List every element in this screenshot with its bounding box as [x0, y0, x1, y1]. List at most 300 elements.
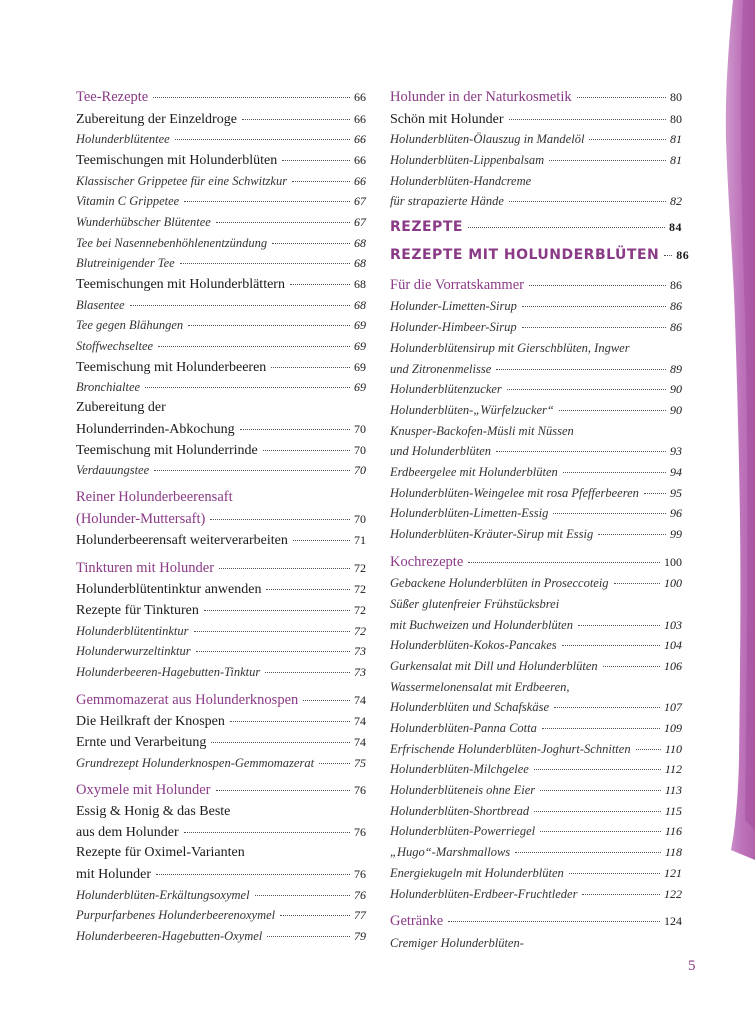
toc-entry-title: Holunderblüten-Powerriegel: [390, 824, 536, 839]
toc-page-number: 95: [670, 485, 682, 500]
toc-page-number: 74: [354, 714, 366, 729]
toc-entry-title: Die Heilkraft der Knospen: [76, 714, 225, 730]
toc-page-number: 68: [354, 256, 366, 271]
toc-entry[interactable]: [76, 109, 366, 130]
toc-page-number: 81: [670, 132, 682, 147]
toc-entry[interactable]: [76, 233, 366, 254]
toc-entry-title: Holunderblüten und Schafskäse: [390, 700, 550, 715]
toc-page-number: 86: [676, 247, 690, 262]
toc-page-number: 115: [664, 803, 682, 818]
toc-entry-title: mit Holunder: [76, 866, 152, 882]
dot-leader: [664, 255, 672, 256]
section-spacer: [390, 545, 682, 551]
toc-page-number: 107: [664, 700, 682, 715]
dot-leader: [468, 227, 665, 228]
toc-entry-title: Tinkturen mit Holunder: [76, 559, 215, 576]
toc-page-number: 121: [664, 865, 682, 880]
toc-page-number: 73: [354, 665, 366, 679]
dot-leader: [175, 139, 350, 140]
toc-entry[interactable]: [76, 357, 366, 378]
toc-page-number: 80: [670, 90, 682, 104]
toc-entry[interactable]: [76, 295, 366, 316]
toc-page-number: 96: [670, 506, 682, 521]
toc-entry[interactable]: [390, 359, 682, 380]
toc-entry-title: Holunderbeerensaft weiterverarbeiten: [76, 533, 288, 549]
toc-entry[interactable]: [390, 379, 682, 400]
toc-entry[interactable]: [390, 503, 682, 524]
dot-leader: [540, 790, 661, 791]
toc-page-number: 72: [354, 623, 366, 638]
toc-entry-title: Holunderblüten-Erdbeer-Fruchtleder: [390, 886, 578, 901]
toc-entry[interactable]: [390, 191, 682, 212]
toc-entry-title: „Hugo“-Marshmallows: [390, 845, 511, 860]
dot-leader: [529, 285, 666, 286]
toc-page-number: 100: [664, 576, 682, 591]
toc-entry-title: (Holunder-Muttersaft): [76, 510, 206, 527]
toc-entry[interactable]: [390, 441, 682, 462]
toc-entry-title: Verdauungstee: [76, 463, 150, 478]
toc-entry-title: Stoffwechseltee: [76, 339, 154, 354]
dot-leader: [559, 410, 666, 411]
toc-entry[interactable]: [76, 711, 366, 732]
toc-entry-title: Grundrezept Holunderknospen-Gemmomazerat: [76, 755, 315, 770]
toc-page-number: 73: [354, 644, 366, 659]
toc-entry[interactable]: [390, 842, 682, 863]
toc-entry-title: Süßer glutenfreier Frühstücksbrei: [390, 596, 560, 611]
toc-entry-title: Holunder-Limetten-Sirup: [390, 299, 517, 314]
toc-entry[interactable]: [390, 821, 682, 842]
dot-leader: [216, 222, 350, 223]
toc-entry-title: Holunderbeeren-Hagebutten-Tinktur: [76, 665, 261, 679]
dot-leader: [569, 873, 660, 874]
toc-entry-title: Klassischer Grippetee für eine Schwitzkur: [76, 173, 288, 188]
toc-entry[interactable]: [76, 822, 366, 843]
toc-page-number: 69: [354, 359, 366, 374]
toc-page-number: 99: [670, 527, 682, 541]
dot-leader: [534, 769, 661, 770]
purple-brushstroke-decoration: [695, 0, 755, 1020]
toc-entry[interactable]: [390, 400, 682, 421]
toc-entry-title: mit Buchweizen und Holunderblüten: [390, 617, 573, 632]
toc-entry-title: Vitamin C Grippetee: [76, 194, 180, 209]
toc-entry-title: Getränke: [390, 913, 444, 930]
dot-leader: [598, 534, 666, 535]
toc-page-number: 70: [354, 442, 366, 457]
toc-entry-title: Knusper-Backofen-Müsli mit Nüssen: [390, 423, 574, 438]
toc-page-number: 79: [354, 928, 366, 943]
toc-entry[interactable]: [390, 296, 682, 317]
toc-entry-title: Tee-Rezepte: [76, 89, 149, 105]
dot-leader: [267, 936, 350, 937]
toc-page-number: 67: [354, 194, 366, 209]
dot-leader: [290, 284, 350, 285]
toc-entry-title: Holunderwurzeltinktur: [76, 644, 191, 659]
dot-leader: [534, 811, 661, 812]
toc-entry-title: Holunderblüten-Shortbread: [390, 803, 530, 818]
toc-page-number: 124: [664, 914, 682, 929]
toc-right-column: [390, 86, 690, 953]
dot-leader: [553, 513, 666, 514]
toc-entry-title: Zubereitung der: [76, 400, 166, 416]
dot-leader: [636, 749, 661, 750]
toc-entry-title: Holunderblütentee: [76, 132, 170, 147]
dot-leader: [509, 201, 666, 202]
toc-entry[interactable]: [76, 419, 366, 440]
toc-page-number: 74: [354, 692, 366, 707]
toc-page-number: 89: [670, 361, 682, 376]
toc-entry[interactable]: [76, 864, 366, 885]
dot-leader: [271, 367, 350, 368]
toc-entry-title: Teemischung mit Holunderbeeren: [76, 359, 267, 375]
toc-entry-title: Teemischung mit Holunderrinde: [76, 442, 258, 458]
toc-entry-title: Teemischungen mit Holunderblüten: [76, 152, 278, 168]
section-spacer: [390, 904, 682, 910]
toc-page-number: 68: [354, 297, 366, 312]
toc-page-number: 72: [354, 560, 366, 575]
toc-page-number: 70: [354, 511, 366, 526]
dot-leader: [319, 763, 350, 764]
dot-leader: [188, 325, 350, 326]
toc-entry-title: Teemischungen mit Holunderblättern: [76, 277, 285, 292]
toc-entry-title: Holunderblütenzucker: [390, 382, 502, 397]
toc-entry-title: Holunderbeeren-Hagebutten-Oxymel: [76, 928, 263, 943]
dot-leader: [303, 700, 350, 701]
dot-leader: [184, 832, 350, 833]
toc-entry[interactable]: [390, 718, 682, 739]
dot-leader: [272, 243, 350, 244]
toc-entry[interactable]: [76, 621, 366, 642]
dot-leader: [242, 119, 350, 120]
toc-entry-title: Holunderblüten-Handcreme: [390, 173, 532, 188]
toc-page-number: 93: [670, 444, 682, 459]
dot-leader: [240, 429, 350, 430]
toc-entry-title: Holunderblüten-Kokos-Pancakes: [390, 638, 557, 653]
toc-entry[interactable]: [390, 759, 682, 780]
toc-page-number: 109: [664, 721, 682, 735]
toc-entry-title: aus dem Holunder: [76, 825, 179, 841]
toc-page-number: 118: [664, 845, 682, 860]
dot-leader: [515, 852, 661, 853]
toc-page-number: 84: [669, 219, 682, 234]
toc-section-heading[interactable]: [390, 275, 682, 297]
toc-entry[interactable]: [390, 739, 682, 760]
toc-entry-title: Purpurfarbenes Holunderbeerenoxymel: [76, 908, 276, 923]
dot-leader: [554, 707, 660, 708]
toc-entry[interactable]: [390, 780, 682, 801]
toc-page-number: 112: [664, 762, 682, 777]
toc-page-number: 70: [354, 421, 366, 436]
toc-entry-title: REZEPTE: [390, 218, 463, 235]
toc-page-number: 72: [354, 602, 366, 617]
toc-page-number: 66: [354, 111, 366, 126]
toc-page-number: 94: [670, 464, 682, 479]
toc-entry-title: Holunderblütentinktur: [76, 623, 189, 638]
toc-entry-title: Schön mit Holunder: [390, 111, 504, 127]
dot-leader: [180, 263, 350, 264]
toc-chapter-heading[interactable]: [390, 242, 690, 268]
dot-leader: [578, 625, 660, 626]
toc-section-heading[interactable]: [390, 911, 682, 933]
toc-entry[interactable]: [390, 697, 682, 718]
toc-entry[interactable]: [76, 253, 366, 274]
toc-left-column: [76, 86, 366, 947]
toc-entry-title: Holunderblüteneis ohne Eier: [390, 783, 536, 798]
toc-page-number: 74: [354, 734, 366, 749]
toc-entry-title: Holunderblüten-Ölauszug in Mandelöl: [390, 132, 585, 147]
dot-leader: [196, 651, 350, 652]
toc-entry-title: Holunderrinden-Abkochung: [76, 421, 235, 437]
dot-leader: [562, 645, 660, 646]
toc-entry[interactable]: [76, 579, 366, 600]
dot-leader: [204, 610, 350, 611]
dot-leader: [603, 666, 660, 667]
dot-leader: [216, 790, 350, 791]
toc-page-number: 106: [664, 658, 682, 673]
toc-entry[interactable]: [76, 377, 366, 398]
toc-entry[interactable]: [390, 884, 682, 905]
toc-entry[interactable]: [76, 315, 366, 336]
toc-page-number: 75: [354, 755, 366, 770]
dot-leader: [280, 915, 350, 916]
toc-page-number: 103: [664, 617, 682, 632]
toc-section-heading[interactable]: [390, 552, 682, 574]
toc-entry[interactable]: [390, 573, 682, 594]
toc-entry-title: Holunderblüten-Weingelee mit rosa Pfefferbeeren: [390, 485, 639, 500]
toc-page-number: 76: [354, 783, 366, 798]
dot-leader: [158, 346, 350, 347]
dot-leader: [614, 583, 660, 584]
toc-page-number: 71: [354, 533, 366, 548]
toc-page-number: 67: [354, 214, 366, 229]
toc-entry[interactable]: [76, 905, 366, 926]
dot-leader: [582, 894, 660, 895]
dot-leader: [263, 450, 350, 451]
toc-page-number: 90: [670, 382, 682, 397]
dot-leader: [184, 201, 350, 202]
toc-page-number: 68: [354, 277, 366, 291]
toc-entry-title: Rezepte für Oximel-Varianten: [76, 845, 245, 861]
section-spacer: [76, 773, 366, 779]
toc-entry[interactable]: [76, 885, 366, 906]
dot-leader: [194, 631, 351, 632]
toc-entry[interactable]: [76, 530, 366, 551]
toc-page-number: 100: [664, 554, 682, 569]
toc-entry[interactable]: [76, 926, 366, 947]
toc-entry[interactable]: [76, 753, 366, 774]
toc-page-number: 86: [670, 320, 682, 335]
toc-entry[interactable]: [76, 212, 366, 233]
toc-entry[interactable]: [76, 129, 366, 150]
toc-entry[interactable]: [390, 615, 682, 636]
dot-leader: [577, 97, 666, 98]
toc-entry-title: Holunderblütentinktur anwenden: [76, 582, 262, 598]
toc-page-number: 113: [664, 783, 682, 798]
toc-entry[interactable]: [390, 656, 682, 677]
dot-leader: [549, 160, 666, 161]
toc-page-number: 69: [354, 339, 366, 354]
toc-entry[interactable]: [76, 191, 366, 212]
toc-entry-title: Erfrischende Holunderblüten-Joghurt-Schnitten: [390, 741, 631, 756]
toc-entry-title: Rezepte für Tinkturen: [76, 602, 199, 618]
toc-page-number: 90: [670, 402, 682, 417]
dot-leader: [293, 540, 350, 541]
toc-section-heading[interactable]: [76, 87, 366, 109]
toc-entry[interactable]: [76, 732, 366, 753]
toc-page-number: 76: [354, 825, 366, 840]
toc-entry-title: Gebackene Holunderblüten in Proseccoteig: [390, 576, 609, 591]
toc-entry-title: Gurkensalat mit Dill und Holunderblüten: [390, 658, 598, 673]
toc-entry[interactable]: [390, 150, 682, 171]
toc-entry-title: Holunderblütensirup mit Gierschblüten, Ingwer: [390, 340, 630, 355]
toc-entry-title: Wassermelonensalat mit Erdbeeren,: [390, 679, 570, 694]
toc-entry-title: Holunderblüten-„Würfelzucker“: [390, 402, 554, 417]
toc-entry[interactable]: [390, 524, 682, 545]
dot-leader: [230, 721, 350, 722]
dot-leader: [153, 97, 350, 98]
toc-entry-title: Cremiger Holunderblüten-: [390, 935, 524, 950]
toc-entry-title: Ernte und Verarbeitung: [76, 734, 207, 750]
dot-leader: [219, 568, 350, 569]
toc-entry-title: Wunderhübscher Blütentee: [76, 214, 211, 229]
toc-entry-title: Oxymele mit Holunder: [76, 782, 211, 799]
toc-page-number: 77: [354, 908, 366, 923]
toc-entry-title: Holunder in der Naturkosmetik: [390, 89, 572, 105]
toc-entry-title: Kochrezepte: [390, 553, 464, 570]
dot-leader: [211, 742, 350, 743]
toc-entry-title: Blasentee: [76, 297, 125, 312]
toc-entry-title: Holunderblüten-Lippenbalsam: [390, 152, 545, 167]
toc-entry-title: Holunderblüten-Kräuter-Sirup mit Essig: [390, 527, 594, 541]
dot-leader: [542, 728, 660, 729]
page-number: 5: [688, 958, 696, 974]
toc-entry[interactable]: [390, 635, 682, 656]
toc-entry[interactable]: [390, 317, 682, 338]
toc-entry[interactable]: [390, 801, 682, 822]
toc-entry-title: für strapazierte Hände: [390, 194, 504, 209]
dot-leader: [540, 831, 661, 832]
dot-leader: [522, 327, 666, 328]
toc-chapter-heading[interactable]: [390, 214, 682, 240]
toc-entry-title: Erdbeergelee mit Holunderblüten: [390, 464, 558, 479]
toc-entry[interactable]: [390, 109, 682, 130]
toc-entry[interactable]: [76, 336, 366, 357]
toc-entry-title: und Zitronenmelisse: [390, 361, 492, 376]
toc-page-number: 69: [354, 380, 366, 395]
toc-page-number: 116: [664, 824, 682, 839]
toc-entry-title: Holunderblüten-Erkältungsoxymel: [76, 887, 250, 902]
dot-leader: [255, 895, 350, 896]
toc-section-heading[interactable]: [76, 509, 366, 531]
toc-entry[interactable]: [76, 150, 366, 171]
dot-leader: [210, 519, 350, 520]
toc-page-number: 86: [670, 299, 682, 314]
dot-leader: [448, 921, 660, 922]
toc-page-number: 110: [664, 741, 682, 756]
toc-page-number: 122: [664, 886, 682, 901]
toc-page-number: 81: [670, 152, 682, 167]
toc-section-heading[interactable]: [76, 558, 366, 580]
toc-entry-title: Essig & Honig & das Beste: [76, 803, 231, 819]
dot-leader: [282, 160, 350, 161]
dot-leader: [589, 139, 666, 140]
toc-section-heading[interactable]: [76, 780, 366, 802]
toc-entry[interactable]: [390, 462, 682, 483]
toc-entry-title: Gemmomazerat aus Holunderknospen: [76, 691, 299, 708]
dot-leader: [156, 874, 350, 875]
toc-page-number: 104: [664, 638, 682, 653]
toc-page-number: 68: [354, 235, 366, 250]
toc-entry-title: Reiner Holunderbeerensaft: [76, 488, 233, 505]
toc-page-number: 66: [354, 152, 366, 167]
toc-page-number: 70: [354, 463, 366, 478]
toc-entry-title: und Holunderblüten: [390, 444, 492, 459]
toc-entry[interactable]: [76, 460, 366, 481]
toc-page-number: 80: [670, 111, 682, 126]
dot-leader: [496, 369, 666, 370]
toc-entry[interactable]: [390, 933, 682, 954]
toc-entry-title: Blutreinigender Tee: [76, 256, 175, 271]
dot-leader: [292, 181, 350, 182]
dot-leader: [496, 451, 666, 452]
dot-leader: [145, 387, 350, 388]
toc-page-number: 66: [354, 132, 366, 147]
dot-leader: [563, 472, 666, 473]
toc-section-heading[interactable]: [76, 690, 366, 712]
toc-page-number: 66: [354, 173, 366, 188]
section-spacer: [76, 683, 366, 689]
dot-leader: [468, 562, 660, 563]
toc-entry[interactable]: [76, 600, 366, 621]
dot-leader: [509, 119, 666, 120]
toc-entry-title: Holunderblüten-Panna Cotta: [390, 721, 537, 735]
toc-page-number: 76: [354, 866, 366, 881]
dot-leader: [644, 493, 666, 494]
toc-entry-title: REZEPTE MIT HOLUNDERBLÜTEN: [390, 246, 660, 263]
section-spacer: [390, 268, 682, 274]
toc-page-number: 82: [670, 194, 682, 209]
toc-entry-title: Für die Vorratskammer: [390, 276, 524, 293]
toc-entry[interactable]: [76, 641, 366, 662]
dot-leader: [130, 305, 350, 306]
toc-section-heading[interactable]: [390, 87, 682, 109]
toc-page-number: 66: [354, 90, 366, 104]
toc-entry[interactable]: [390, 129, 682, 150]
toc-entry-title: Bronchialtee: [76, 380, 141, 395]
toc-entry-title: Tee gegen Blähungen: [76, 318, 184, 333]
toc-entry-title: Holunderblüten-Limetten-Essig: [390, 506, 549, 521]
toc-entry[interactable]: [390, 483, 682, 504]
toc-page-number: 69: [354, 318, 366, 333]
dot-leader: [266, 589, 350, 590]
toc-page-number: 72: [354, 582, 366, 597]
dot-leader: [522, 306, 666, 307]
toc-entry[interactable]: [76, 274, 366, 295]
dot-leader: [154, 470, 350, 471]
toc-entry[interactable]: [390, 863, 682, 884]
toc-entry[interactable]: [76, 171, 366, 192]
toc-entry-title: Zubereitung der Einzeldroge: [76, 111, 237, 127]
dot-leader: [265, 672, 350, 673]
toc-page-number: 86: [670, 277, 682, 292]
dot-leader: [507, 389, 666, 390]
toc-entry-title: Tee bei Nasennebenhöhlenentzündung: [76, 235, 268, 250]
toc-entry-title: Holunderblüten-Milchgelee: [390, 762, 529, 777]
toc-entry-title: Holunder-Himbeer-Sirup: [390, 320, 517, 335]
toc-entry[interactable]: [76, 662, 366, 683]
toc-page-number: 76: [354, 887, 366, 902]
toc-entry[interactable]: [76, 440, 366, 461]
toc-entry-title: Energiekugeln mit Holunderblüten: [390, 865, 564, 880]
